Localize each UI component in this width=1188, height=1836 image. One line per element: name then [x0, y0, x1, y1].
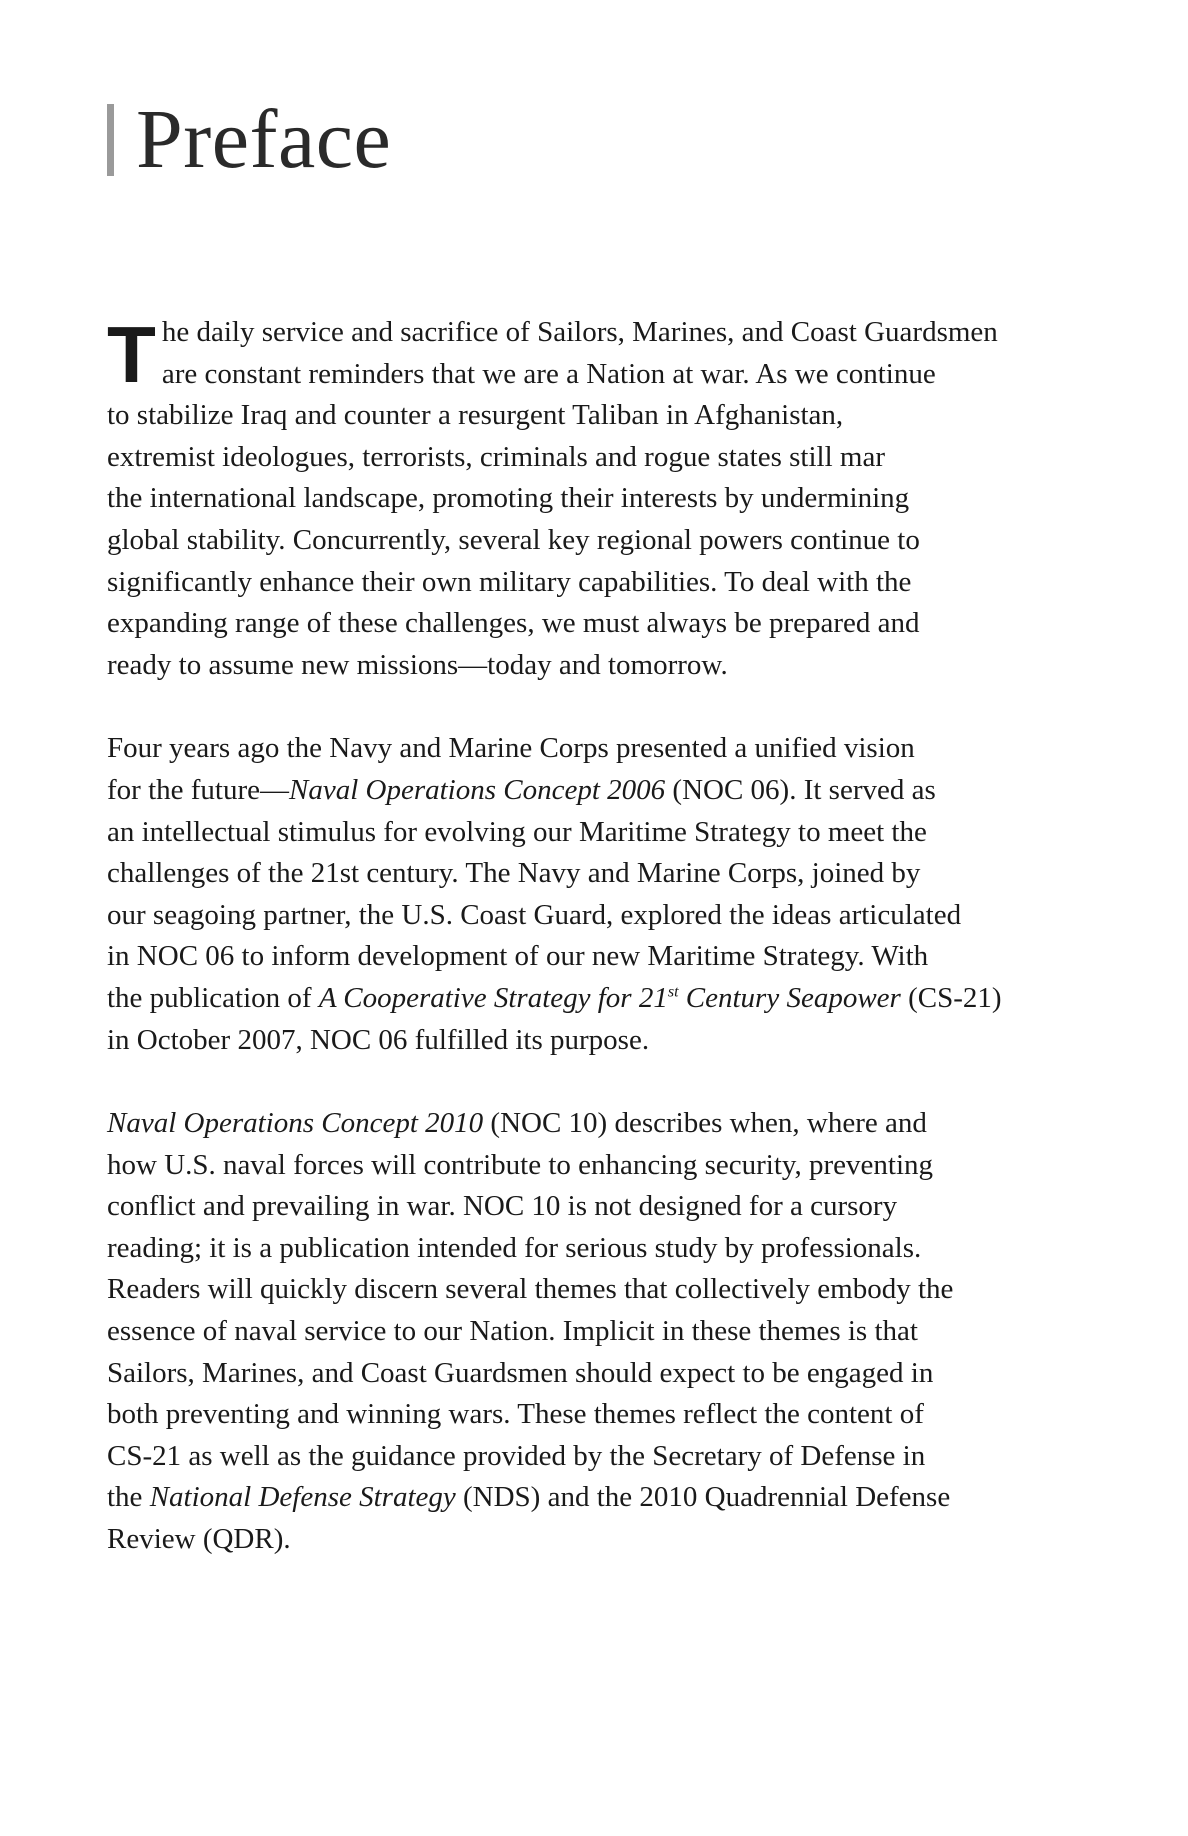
paragraph-line: significantly enhance their own military capabilities. To deal with the [107, 565, 912, 598]
paragraph-line: expanding range of these challenges, we must always be prepared and [107, 607, 920, 640]
paragraph-line: conflict and prevailing in war. NOC 10 is not designed for a cursory [107, 1190, 898, 1223]
paragraph-line: are constant reminders that we are a Nation at war. As we continue [161, 357, 936, 390]
paragraph-line: challenges of the 21st century. The Navy and Marine Corps, joined by [107, 857, 921, 890]
paragraph-3 [107, 1103, 1087, 1561]
ordinal-superscript: st [667, 983, 679, 1001]
text-run: (CS-21) [900, 981, 1002, 1014]
italic-title: Naval Operations Concept 2006 [289, 773, 666, 806]
paragraph-line: the international landscape, promoting their interests by undermining [107, 482, 910, 515]
paragraph-line: to stabilize Iraq and counter a resurgent Taliban in Afghanistan, [107, 399, 844, 432]
paragraph-line: Review (QDR). [107, 1523, 291, 1556]
paragraph-line [107, 1477, 1087, 1519]
paragraph-line: he daily service and sacrifice of Sailors, Marines, and Coast Guardsmen [161, 316, 998, 348]
text-run: the publication of [107, 981, 319, 1014]
text-run: (NOC 10) describes when, where and [483, 1107, 927, 1140]
paragraph-line: CS-21 as well as the guidance provided by the Secretary of Defense in [107, 1439, 926, 1472]
page-title: Preface [136, 93, 392, 186]
paragraph-line [107, 1103, 1087, 1145]
text-run: (NDS) and the 2010 Quadrennial Defense [455, 1481, 951, 1514]
paragraph-1 [107, 312, 1087, 686]
title-accent-bar [107, 104, 114, 176]
text-run: Century Seapower [678, 981, 901, 1014]
paragraph-line: reading; it is a publication intended for serious study by professionals. [107, 1231, 922, 1264]
paragraph-line: how U.S. naval forces will contribute to enhancing security, preventing [107, 1148, 934, 1181]
drop-cap: T [107, 310, 156, 399]
italic-title [319, 982, 901, 1014]
paragraph-line: both preventing and winning wars. These themes reflect the content of [107, 1398, 924, 1431]
text-run: for the future— [107, 773, 289, 806]
text-run: A Cooperative Strategy for 21 [318, 981, 668, 1014]
paragraph-line: an intellectual stimulus for evolving our Maritime Strategy to meet the [107, 815, 927, 848]
page-header [107, 93, 392, 186]
paragraph-line: our seagoing partner, the U.S. Coast Guard, explored the ideas articulated [107, 898, 962, 931]
text-run: the [107, 1481, 150, 1514]
paragraph-line: Four years ago the Navy and Marine Corps presented a unified vision [107, 732, 915, 765]
text-run: (NOC 06). It served as [665, 773, 936, 806]
body-text [107, 312, 1087, 1603]
paragraph-2 [107, 728, 1087, 1061]
paragraph-line: extremist ideologues, terrorists, criminals and rogue states still mar [107, 440, 885, 473]
paragraph-line: ready to assume new missions—today and tomorrow. [107, 648, 728, 681]
paragraph-line: Readers will quickly discern several themes that collectively embody the [107, 1273, 954, 1306]
paragraph-line [107, 770, 1087, 812]
paragraph-line: in NOC 06 to inform development of our new Maritime Strategy. With [107, 940, 929, 973]
paragraph-line: Sailors, Marines, and Coast Guardsmen should expect to be engaged in [107, 1356, 934, 1389]
paragraph-line: global stability. Concurrently, several key regional powers continue to [107, 523, 920, 556]
paragraph-line [107, 978, 1087, 1020]
italic-title: National Defense Strategy [149, 1481, 456, 1514]
paragraph-line: essence of naval service to our Nation. Implicit in these themes is that [107, 1315, 918, 1348]
paragraph-line: in October 2007, NOC 06 fulfilled its purpose. [107, 1023, 650, 1056]
italic-title: Naval Operations Concept 2010 [107, 1107, 484, 1140]
